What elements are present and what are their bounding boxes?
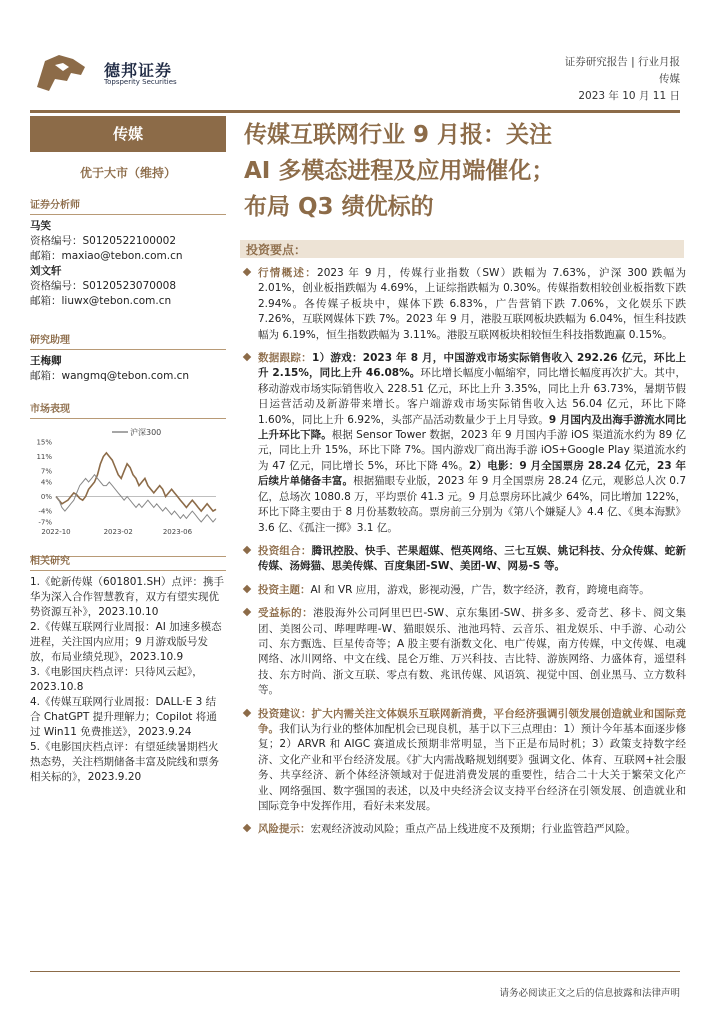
analyst-email[interactable]: 邮箱：liuwx@tebon.com.cn xyxy=(30,295,172,307)
key-point-label: 投资组合： xyxy=(258,544,312,557)
bullet-diamond-icon xyxy=(243,708,251,716)
bullet-diamond-icon xyxy=(243,546,251,554)
header-divider xyxy=(30,110,680,113)
x-tick-label: 2023-02 xyxy=(103,528,133,536)
analyst-block xyxy=(30,219,226,309)
report-title xyxy=(244,117,684,225)
disclaimer-note: 请务必阅读正文之后的信息披露和法律声明 xyxy=(499,988,680,999)
y-tick-label: 0% xyxy=(40,493,52,502)
related-heading: 相关研究 xyxy=(30,554,226,571)
assistant-heading: 研究助理 xyxy=(30,333,226,350)
key-point-bold: 扩大内需关注文体娱乐互联网新消费，平台经济强调引领发展创造就业和国际竞争。 xyxy=(258,707,687,735)
key-point-theme xyxy=(240,583,686,598)
report-type: 证券研究报告 | 行业月报 xyxy=(564,56,680,68)
related-item[interactable]: 4.《传媒互联网行业周报：DALL·E 3 结合 ChatGPT 提升理解力；Copilot 将通过 Win11 免费推送》，2023.9.24 xyxy=(30,696,217,738)
analyst-name: 马笑 xyxy=(30,220,51,232)
y-tick-label: 15% xyxy=(36,438,52,447)
market-performance-chart xyxy=(30,420,226,538)
bullet-diamond-icon xyxy=(243,584,251,592)
y-tick-label: 11% xyxy=(36,453,52,462)
bullet-diamond-icon xyxy=(243,268,251,276)
y-tick-label: -4% xyxy=(38,507,52,516)
analyst-cert: 资格编号：S0120522100002 xyxy=(30,235,177,247)
key-point-bold: 1）游戏：2023 年 8 月，中国游戏市场实际销售收入 292.26 亿元，环比上升 2.15%，同比上升 46.08%。 xyxy=(258,352,686,380)
key-point-label: 风险提示： xyxy=(258,823,311,836)
assistant-name: 王梅卿 xyxy=(30,355,62,367)
brand-name-en: Topsperity Securities xyxy=(104,78,177,86)
key-point-text: 港股海外公司阿里巴巴-SW、京东集团-SW、拼多多、爱奇艺、移卡、阅文集团、美图公司、哔哩哔哩-W、猫眼娱乐、池池玛特、云音乐、祖龙娱乐、中手游、心动公司、东方甄选、巨星传奇等；A 股主要有浙数文化、电广传媒，南方传媒，中文传媒、电魂网络、冰川网络、中文在线、昆仑万维、万兴科技、吉比特、游族网络、力盛体育，遥望科技、东方时尚、浙文互联、零点有数、兆讯传媒、风语筑、视觉中国、创业黑马、立方数科等。 xyxy=(258,607,687,697)
y-tick-label: 7% xyxy=(40,467,52,476)
related-item[interactable]: 1.《蛇新传媒（601801.SH）点评：携手华为深入合作智慧教育，双方有望实现优势资源互补》，2023.10.10 xyxy=(30,576,224,618)
assistant-block xyxy=(30,354,226,384)
assistant-email[interactable]: 邮箱：wangmq@tebon.com.cn xyxy=(30,370,190,382)
key-point-text: 环比增长幅度小幅缩窄，同比增长幅度再次扩大。其中，移动游戏市场实际销售收入 228.51 亿元，环比上升 3.35%，同比上升 63.73%，暑期节假日运营活动及新游带来增长。客户端游戏市场实际销售收入达 56.04 亿元，环比下降 1.60%，同比上升 6.92%，头部产品活动数量少于上月导致。 xyxy=(258,367,686,426)
key-point-text: 2023 年 9 月，传媒行业指数（SW）跌幅为 7.63%，沪深 300 跌幅为 2.01%，创业板指跌幅为 4.69%，上证综指跌幅为 0.30%。传媒指数相较创业板指数下跌 2.94%。各传媒子板块中，媒体下跌 6.83%，广告营销下跌 7.06%，文化娱乐下跌 7.26%，互联网媒体下跌 7%。2023 年 9 月，港股互联网板块跌幅为 6.04%，恒生科技跌幅为 6.19%，恒生指数跌幅为 3.11%。港股互联网板块相较恒生科技指数跑赢 0.15%。 xyxy=(258,267,687,341)
related-list xyxy=(30,575,226,785)
key-point-bold: 腾讯控股、快手、芒果超媒、恺英网络、三七互娱、姚记科技、分众传媒、蛇新传媒、汤姆猫、思美传媒、百度集团-SW、美团-W、网易-S 等。 xyxy=(258,544,687,573)
key-point-label: 行情概述： xyxy=(258,267,318,279)
report-meta xyxy=(565,54,680,105)
y-tick-label: 4% xyxy=(40,478,52,487)
brand-name: 德邦证券 xyxy=(104,61,173,80)
key-point-text: 宏观经济波动风险；重点产品上线进度不及预期；行业监管趋严风险。 xyxy=(310,823,636,836)
key-point-text: 根据猫眼专业版，2023 年 9 月全国票房 28.24 亿元，观影总人次 0.7 亿，总场次 1080.8 万，平均票价 41.3 元。9 月总票房环比减少 64%，同比增加 122%，环比下降主要由于 8 月份基数较高。票房前三分别为《第八个嫌疑人》4.4 亿、《奥本海默》3.6 亿、《孤注一掷》3.1 亿。 xyxy=(258,475,686,534)
sector-badge: 传媒 xyxy=(30,116,226,152)
rating-text: 优于大市（维持） xyxy=(79,166,176,180)
key-point-label: 投资建议： xyxy=(258,707,312,720)
key-point-text: 我们认为行业的整体加配机会已现良机，基于以下三点理由：1）预计今年基本面逐步修复；2）ARVR 和 AIGC 赛道成长预期非常明显，当下正是布局时机；3）政策支持数字经济、文化产业和平台经济发展。《扩大内需战略规划纲要》强调文化、体育、互联网+社会服务、共享经济、新个体经济领域对于促进消费发展的重要性，结合二十大关于繁荣文化产业、网络强国、数字强国的表述，以及中央经济会议支持平台经济在引领发展、创造就业和国际竞争中发挥作用，看好未来发展。 xyxy=(258,722,687,812)
legend-label: 沪深300 xyxy=(130,428,162,437)
bullet-diamond-icon xyxy=(243,353,251,361)
title-line: AI 多模态进程及应用端催化； xyxy=(244,158,555,184)
key-points-list xyxy=(240,266,686,846)
key-points-bar xyxy=(240,240,684,258)
key-point-text: 根据 Sensor Tower 数据，2023 年 9 月国内手游 iOS 渠道流水约为 89 亿元，同比上升 15%，环比下降 7%。国内游戏厂商出海手游 iOS+Google Play 渠道流水约为 47 亿元，同比增长 5%，环比下降 4%。 xyxy=(258,429,686,472)
key-points-heading: 投资要点： xyxy=(246,243,307,257)
analyst-cert: 资格编号：S0120523070008 xyxy=(30,280,177,292)
related-item[interactable]: 3.《电影国庆档点评：只待风云起》，2023.10.8 xyxy=(30,666,203,693)
title-line: 传媒互联网行业 9 月报：关注 xyxy=(244,122,553,148)
key-point-label: 投资主题： xyxy=(258,583,311,596)
series-line-media xyxy=(56,453,216,511)
x-tick-label: 2023-06 xyxy=(162,528,193,536)
key-point-label: 数据跟踪： xyxy=(258,352,312,365)
key-point-data xyxy=(240,351,686,536)
bullet-diamond-icon xyxy=(243,824,251,832)
x-tick-label: 2022-10 xyxy=(41,528,71,536)
analyst-email[interactable]: 邮箱：maxiao@tebon.com.cn xyxy=(30,250,183,262)
key-point-portfolio xyxy=(240,544,686,575)
related-item[interactable]: 2.《传媒互联网行业周报：AI 加速多模态进程，关注国内应用；9 月游戏版号发放，布局业绩兑现》，2023.10.9 xyxy=(30,621,222,663)
analyst-heading: 证券分析师 xyxy=(30,198,226,215)
key-point-beneficiaries xyxy=(240,606,686,698)
analyst-name: 刘文轩 xyxy=(30,265,62,277)
bullet-diamond-icon xyxy=(243,608,251,616)
y-tick-label: -7% xyxy=(38,518,52,527)
key-point-bold: 2）电影：9 月全国票房 28.24 亿元，23 年后续片单储备丰富。 xyxy=(258,459,686,488)
key-point-label: 受益标的： xyxy=(258,607,314,620)
key-point-advice xyxy=(240,707,686,815)
market-heading: 市场表现 xyxy=(30,402,226,419)
tebon-logo-icon xyxy=(33,51,89,95)
key-point-market xyxy=(240,266,686,343)
report-industry: 传媒 xyxy=(659,73,680,85)
key-point-bold: 9 月国内及出海手游流水同比上升环比下降。 xyxy=(258,413,686,442)
key-point-risk xyxy=(240,822,686,837)
report-date: 2023 年 10 月 11 日 xyxy=(578,90,680,102)
footer-divider xyxy=(30,971,680,972)
title-line: 布局 Q3 绩优标的 xyxy=(244,194,434,220)
key-point-text: AI 和 VR 应用，游戏，影视动漫，广告，数字经济，教育，跨境电商等。 xyxy=(310,583,650,596)
related-item[interactable]: 5.《电影国庆档点评：有望延续暑期档火热态势，关注档期储备丰富及院线和票务相关标的》，2023.9.20 xyxy=(30,741,219,783)
